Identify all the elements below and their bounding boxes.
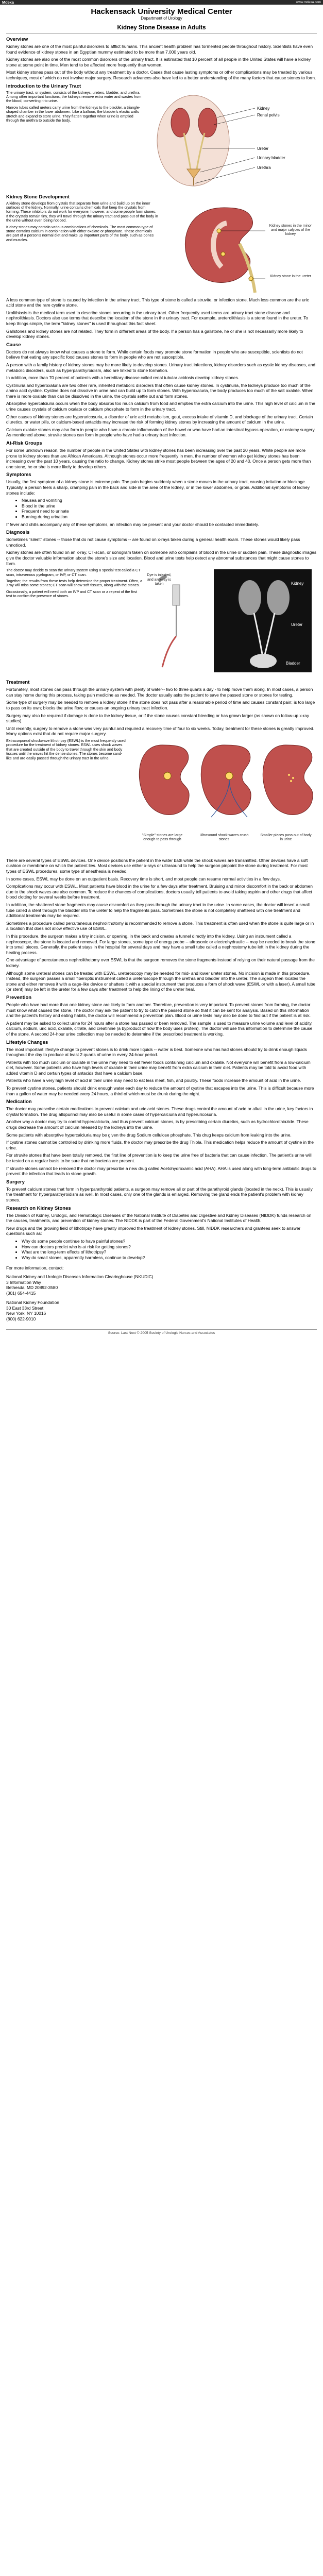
paragraph: Kidney stones are often found on an x-ray, CT-scan, or sonogram taken on someone who complains of blood in the urine or sudden pain. These diagnostic images give the doctor valuable information about the stone's size and location. Blood and urine tests help detect any abnormal substances that might cause stones to form. — [6, 550, 317, 566]
paragraph: A less common type of stone is caused by infection in the urinary tract. This type of stone is called a struvite, or infection stone. Much less common are the uric acid stone and the rare cystine stone. — [6, 297, 309, 308]
diagnosis-heading: Diagnosis — [6, 530, 30, 536]
research-question-list — [6, 1239, 317, 1260]
paragraph: Some type of surgery may be needed to remove a kidney stone if the stone does not pass after a reasonable period of time and causes constant pain; is too large to pass on its own; blocks the urine flow; or causes an ongoing urinary tract infection. — [6, 700, 315, 710]
kidney-stone-figure — [162, 202, 317, 295]
paragraph: Usually, the first symptom of a kidney stone is extreme pain. The pain begins suddenly when a stone moves in the urinary tract, causing irritation or blockage. Typically, a person feels a sharp, cramping pain in the back and side in the area of the kidney, or in the lower abdomen, or groin. Additional symptoms of kidney stones include: — [6, 479, 310, 496]
symptom-list — [6, 498, 317, 519]
paragraph: A kidney stone develops from crystals that separate from urine and build up on the inner surfaces of the kidney. Normally, urine contains chemicals that keep the crystals from forming. These inhibitors do not work for everyone, however, and some people form stones. If the crystals remain tiny, they will travel through the urinary tract and pass out of the body in the urine without even being noticed. — [6, 200, 158, 223]
paragraph: Occasionally, a patient will need both an IVP and CT scan or a repeat of the first test to confirm the presence of stones. — [6, 589, 138, 599]
kidney-cross-section-diagram — [162, 202, 317, 295]
list-item: • How can doctors predict who is at risk for getting stones? — [22, 1244, 317, 1250]
medication-heading: Medication — [6, 1099, 32, 1105]
paragraph: Absorptive hypercalciuria occurs when the body absorbs too much calcium from food and empties the extra calcium into the urine. This high level of calcium in the urine causes crystals of calcium oxalate or calcium phosphate to form in the urinary tract. — [6, 401, 315, 412]
paragraph: Narrow tubes called ureters carry urine from the kidneys to the bladder, a triangle-shaped chamber in the lower abdomen. Like a balloon, the bladder's elastic walls stretch and expand to store urine. They flatten together when urine is emptied through the urethra to outside the body. — [6, 105, 141, 123]
lifestyle-heading: Lifestyle Changes — [6, 1039, 48, 1045]
contact-line: 3 Information Way — [6, 1279, 41, 1285]
paragraph: If struvite stones cannot be removed the doctor may prescribe a new drug called Acetohydroxamic acid (AHA). AHA is used along with long-term antibiotic drugs to prevent the infection that leads to stone growth. — [6, 1165, 316, 1177]
list-item: • Why do small stones, apparently harmless, continue to develop? — [22, 1255, 317, 1261]
paragraph: Kidney stones may contain various combinations of chemicals. The most common type of stone contains calcium in combination with either oxalate or phosphate. These chemicals are part of a person's normal diet and make up important parts of the body, such as bones and muscles. — [6, 224, 154, 242]
paragraph: Surgery may also be required if damage is done to the kidney tissue, or if the stone causes constant bleeding or has grown larger (as shown on follow-up x-ray studies). — [6, 713, 309, 724]
paragraph: Together, the results from these tests help determine the proper treatment. Often, a Xray will miss some stones; CT scan will show soft tissues, along with the stones. — [6, 578, 143, 588]
paragraph: Sometimes a procedure called percutaneous nephrolithotomy is recommended to remove a stone. This treatment is often used when the stone is quite large or in a location that does not allow effective use of ESWL. — [6, 920, 314, 931]
list-item: • Blood in the urine — [22, 503, 317, 509]
symptoms-heading: Symptoms — [6, 472, 31, 478]
label-urinary-bladder: Urinary bladder — [257, 155, 285, 160]
right-kidney-shape — [198, 108, 217, 137]
paragraph: If fever and chills accompany any of these symptoms, an infection may be present and your doctor should be contacted immediately. — [6, 521, 259, 527]
paragraph: Urolithiasis is the medical term used to describe stones occurring in the urinary tract. Other frequently used terms are urinary tract stone disease and nephrolithiasis. Doctors also use terms that describe the location of the stone in the urinary tract. For example, ureterolithiasis is a stone found in the ureter. To keep things simple, the term "kidney stones" is used throughout this fact sheet. — [6, 310, 308, 326]
paragraph: In addition, the shattered stone fragments may cause discomfort as they pass through the urinary tract in the urine. In some cases, the doctor will insert a small tube called a stent through the bladder into the ureter to help the fragments pass. Sometimes the stone is not completely shattered with one treatment and additional treatments may be required. — [6, 902, 310, 919]
contact-intro: For more information, contact: — [6, 1265, 64, 1271]
brand-logo[interactable]: Mdexa — [2, 0, 14, 5]
paragraph: Patients with too much calcium or oxalate in the urine may need to eat fewer foods containing calcium and oxalate. Not everyone will benefit from a low-calcium diet, however. Some patients who have high levels of oxalate in their urine may benefit from extra calcium in their diet. Patients may be told to avoid food with added vitamin D and certain types of antacids that have a calcium base. — [6, 1059, 311, 1076]
paragraph: Fortunately, most stones can pass through the urinary system with plenty of water-- two to three quarts a day - to help move them along. In most cases, a person can stay home during this process, taking pain medicine as needed. The doctor usually asks the patient to save the passed stone or stones for testing. — [6, 687, 313, 698]
stone-marker — [217, 229, 221, 233]
contact-line: New York, NY 10016 — [6, 1311, 46, 1316]
paragraph: Patients who have a very high level of acid in their urine may need to eat less meat, fish, and poultry. These foods increase the amount of acid in the urine. — [6, 1078, 301, 1083]
xray-label-ureter: Ureter — [291, 622, 303, 628]
paragraph: Most kidney stones pass out of the body without any treatment by a doctor. Cases that cause lasting symptoms or other complications may be treated by various techniques, most of which do not involve major surgery. Research advances also have led to a better understanding of the many factors that cause stones to form. — [6, 70, 316, 80]
paragraph: The doctor may decide to scan the urinary system using a special test called a CT scan, intravenous pyelogram, or IVP, or CT scan. — [6, 568, 141, 577]
xray-image — [214, 569, 312, 672]
stone-development-heading: Kidney Stone Development — [6, 194, 70, 200]
paragraph: Kidney stones are also one of the most common disorders of the urinary tract. It is estimated that 10 percent of all people in the United States will have a kidney stone at some point in time. Men tend to be affected more frequently than women. — [6, 57, 311, 67]
prevention-heading: Prevention — [6, 994, 32, 1001]
figure-caption-ureter: Kidney stone in the ureter — [270, 274, 311, 278]
paragraph: If cystine stones cannot be controlled by drinking more fluids, the doctor may prescribe the drug Thiola. This medication helps reduce the amount of cystine in the urine. — [6, 1140, 314, 1150]
paragraph: The most important lifestyle change to prevent stones is to drink more liquids -- water is best. Someone who has had stones should try to drink enough liquids throughout the day to produce at least 2 quarts of urine in every 24-hour period. — [6, 1046, 307, 1058]
contact-line: National Kidney and Urologic Diseases Information Clearinghouse (NKUDIC) — [6, 1274, 154, 1279]
stone-marker — [221, 252, 225, 256]
page-footer: Source: Last Next © 2005 Society of Urologic Nurses and Associates — [6, 1329, 317, 1335]
paragraph: For struvite stones that have been totally removed, the first line of prevention is to keep the urine free of bacteria that can cause infection. The patient's urine will be tested on a regular basis to be sure that no bacteria are present. — [6, 1153, 312, 1163]
xray-label-kidney: Kidney — [291, 581, 304, 586]
ivp-illustration — [147, 569, 209, 672]
contact-line: Bethesda, MD 20892-3580 — [6, 1285, 58, 1291]
paragraph: In addition, more than 70 percent of patients with a hereditary disease called renal tubular acidosis develop kidney stones. — [6, 375, 240, 381]
label-renal-pelvis: Renal pelvis — [257, 112, 280, 117]
urinary-tract-diagram — [147, 92, 317, 190]
paragraph: Another way a doctor may try to control hypercalciuria, and thus prevent calcium stones, is by prescribing certain diuretics, such as hydrochlorothiazide. These drugs decrease the amount of calcium released by the kidneys into the urine. — [6, 1119, 309, 1130]
list-item: • Burning during urination — [22, 514, 317, 520]
left-kidney-shape — [171, 108, 190, 137]
list-item: • Why do some people continue to have painful stones? — [22, 1239, 317, 1244]
paragraph: Sometimes "silent" stones -- those that do not cause symptoms -- are found on x-rays taken during a general health exam. These stones would likely pass unnoticed. — [6, 537, 300, 548]
paragraph: Doctors do not always know what causes a stone to form. While certain foods may promote stone formation in people who are susceptible, scientists do not believe that eating any specific food causes stones to form in people who are not susceptible. — [6, 349, 303, 360]
page-title: Kidney Stone Disease in Adults — [117, 25, 206, 31]
paragraph: For some unknown reason, the number of people in the United States with kidney stones has been increasing over the past 20 years. White people are more prone to kidney stones than are African Americans. Although stones occur more frequently in men, the number of women who get kidney stones has been increasing over the past 10 years, causing the ratio to change. Kidney stones strike most people between the ages of 20 and 40. Once a person gets more than one stone, he or she is more likely to develop others. — [6, 448, 311, 469]
eswl-diagram — [131, 740, 317, 833]
site-url[interactable]: www.mdexa.com — [296, 1, 321, 4]
paragraph: Extracorporeal shockwave lithotripsy (ESWL) is the most frequently used procedure for the treatment of kidney stones. ESWL uses shock waves that are created outside of the body to travel through the skin and body tissues until the waves hit the dense stones. The stones become sand-like and are easily passed through the urinary tract in the urine. — [6, 738, 126, 760]
paragraph: People who have had more than one kidney stone are likely to form another. Therefore, prevention is very important. To prevent stones from forming, the doctor must know what caused the stone. The doctor may ask the patient to try to catch the passed stone so that it can be sent for analysis. Based on this information and the patient's history and eating habits, the doctor will recommend a prevention plan. Blood or urine tests may also be done to find out if the patient is at risk. — [6, 1002, 311, 1019]
label-kidney: Kidney — [257, 106, 270, 111]
paragraph: The doctor may prescribe certain medications to prevent calcium and uric acid stones. These drugs control the amount of acid or alkali in the urine, key factors in crystal formation. The drug allopurinol may also be useful in some cases of hypercalciuria and hyperuricosuria. — [6, 1106, 313, 1117]
xray-label-bladder: Bladder — [286, 661, 300, 666]
paragraph: To prevent cystine stones, patients should drink enough water each day to reduce the amount of cystine that escapes into the urine. This is difficult because more than a gallon of water may be needed every 24 hours, a third of which must be drunk during the night. — [6, 1086, 314, 1096]
contact-spacer — [6, 1296, 317, 1300]
paragraph: Some patients with absorptive hypercalciuria may be given the drug Sodium cellulose phosphate. This drug keeps calcium from leaking into the urine. — [6, 1132, 292, 1138]
label-ureter: Ureter — [257, 146, 269, 151]
cause-heading: Cause — [6, 342, 21, 348]
list-item: • Frequent need to urinate — [22, 509, 317, 514]
figure-caption-calyces: Kidney stones in the minor and major calyces of the kidney — [269, 224, 312, 236]
paragraph: To prevent calcium stones that form in hyperparathyroid patients, a surgeon may remove all or part of the parathyroid glands (located in the neck). This is usually the treatment for hyperparathyroidism as well. In most cases, only one of the glands is enlarged. Removing the gland ends the patient's problem with kidney stones. — [6, 1186, 313, 1202]
contact-line: (301) 654-4415 — [6, 1290, 36, 1296]
paragraph: Until recently, surgery to remove a stone was very painful and required a recovery time of four to six weeks. Today, treatment for these stones is greatly improved. Many options exist that do not require major surgery. — [6, 725, 315, 737]
contact-line: National Kidney Foundation — [6, 1300, 59, 1306]
paragraph: Although some ureteral stones can be treated with ESWL, ureteroscopy may be needed for mid- and lower ureter stones. No incision is made in this procedure. Instead, the surgeon passes a small fiberoptic instrument called a ureteroscope through the urethra and bladder into the ureter. The surgeon then locates the stone and either removes it with a cage-like device or shatters it with a special instrument that produces a form of shock wave (ESWL or with a laser). A small tube (or stent) may be left in the ureter for a few days after treatment to help the lining of the ureter heal. — [6, 970, 316, 992]
university-name: Hackensack University Medical Center — [91, 7, 232, 16]
treatment-heading: Treatment — [6, 680, 30, 686]
eswl-caption-2: Ultrasound shock waves crush stones — [199, 833, 249, 842]
document — [6, 7, 317, 1335]
paragraph: Other causes of kidney stones are hyperuricosuria, a disorder of uric acid metabolism, gout, excess intake of vitamin D, and blockage of the urinary tract. Certain diuretics, or water pills, or calcium-based antacids may increase the risk of forming kidney stones by increasing the amount of calcium in the urine. — [6, 414, 313, 425]
eswl-figure — [131, 740, 317, 856]
stone-marker — [249, 277, 253, 281]
department-name: Department of Urology — [141, 16, 182, 21]
ivp-caption: Dye is injected, and an x-ray is taken — [147, 573, 172, 586]
paragraph: Gallstones and kidney stones are not related. They form in different areas of the body. If a person has a gallstone, he or she is not necessarily more likely to develop kidney stones. — [6, 328, 303, 340]
paragraph: New drugs and the growing field of lithotripsy have greatly improved the treatment of kidney stones. Still, NIDDK researchers and grantees seek to answer questions such as: — [6, 1225, 301, 1236]
paragraph: In some cases, ESWL may be done on an outpatient basis. Recovery time is short, and most people can resume normal activities in a few days. — [6, 876, 281, 882]
contact-block — [6, 1265, 317, 1321]
eswl-caption-1: "Simple" stones are large enough to pass through — [142, 833, 183, 842]
paragraph: Calcium oxalate stones may also form in people who have a chronic inflammation of the bowel or who have had an intestinal bypass operation, or ostomy surgery. As mentioned above, struvite stones can form in people who have had a urinary tract infection. — [6, 427, 316, 438]
paragraph: In this procedure, the surgeon makes a tiny incision, or opening, in the back and creates a tunnel directly into the kidney. Using an instrument called a nephroscope, the stone is located and removed. For large stones, some type of energy probe -- ultrasonic or electrohydraulic -- may be needed to break the stone into small pieces. Generally, the patient stays in the hospital for several days and may have a small tube called a nephrostomy tube left in the kidney during the healing process. — [6, 934, 316, 955]
header — [6, 7, 317, 31]
header-divider — [6, 33, 317, 34]
paragraph: Kidney stones are one of the most painful disorders to afflict humans. This ancient health problem has tormented people throughout history. Scientists have even found evidence of kidney stones in an Egyptian mummy estimated to be more than 7,000 years old. — [6, 44, 313, 55]
list-item: • What are the long-term effects of lithotripsy? — [22, 1249, 317, 1255]
list-item: • Nausea and vomiting — [22, 498, 317, 503]
eswl-caption-3: Smaller pieces pass out of body in urine — [260, 833, 312, 842]
surgery-heading: Surgery — [6, 1179, 25, 1185]
paragraph: One advantage of percutaneous nephrolithotomy over ESWL is that the surgeon removes the stone fragments instead of relying on their natural passage from the kidney. — [6, 957, 315, 968]
paragraph: The urinary tract, or system, consists of the kidneys, ureters, bladder, and urethra. Among other important functions, the kidneys remove extra water and wastes from the blood, converting it to urine. — [6, 90, 142, 104]
paragraph: There are several types of ESWL devices. One device positions the patient in the water bath while the shock waves are transmitted. Other devices have a soft cushion or membrane on which the patient lies. Most devices use either x-rays or ultrasound to help the surgeon pinpoint the stone during treatment. For most types of ESWL procedures, some type of anesthesia is needed. — [6, 857, 308, 874]
label-urethra: Urethra — [257, 165, 271, 170]
contact-line: 30 East 33rd Street — [6, 1305, 44, 1311]
paragraph: The Division of Kidney, Urologic, and Hematologic Diseases of the National Institute of Diabetes and Digestive and Kidney Diseases (NIDDK) funds research on the causes, treatments, and prevention of kidney stones. The NIDDK is part of the Federal Government's National Institutes of Health. — [6, 1212, 312, 1224]
paragraph: A person with a family history of kidney stones may be more likely to develop stones. Urinary tract infections, kidney disorders such as cystic kidney diseases, and metabolic disorders, such as hyperparathyroidism, also are linked to stone formation. — [6, 362, 316, 373]
at-risk-heading: At-Risk Groups — [6, 440, 42, 447]
paragraph: Cystinuria and hyperoxaluria are two other rare, inherited metabolic disorders that often cause kidney stones. In cystinuria, the kidneys produce too much of the amino acid cystine. Cystine does not dissolve in urine and can build up to form stones. With hyperoxaluria, the body produces too much of the salt oxalate. When there is more oxalate than can be dissolved in the urine, the crystals settle out and form stones. — [6, 382, 314, 399]
research-heading: Research on Kidney Stones — [6, 1205, 71, 1211]
overview-heading: Overview — [6, 37, 28, 42]
urinary-tract-figure — [147, 92, 317, 190]
contact-line: (800) 622-9010 — [6, 1316, 36, 1322]
urinary-tract-heading: Introduction to the Urinary Tract — [6, 83, 81, 89]
paragraph: A patient may be asked to collect urine for 24 hours after a stone has passed or been removed. The sample is used to measure urine volume and level of acidity, calcium, sodium, uric acid, oxalate, citrate, and creatinine (a byproduct of how the body uses protein). The doctor will use this information to determine the cause of the stone. A second 24-hour urine collection may be needed to determine if the prescribed treatment is working. — [6, 1020, 313, 1037]
paragraph: Complications may occur with ESWL. Most patients have blood in the urine for a few days after treatment. Bruising and minor discomfort in the back or abdomen due to the shock waves are also common. To reduce the chances of complications, doctors usually tell patients to avoid taking aspirin and other drugs that affect blood clotting for several weeks before treatment. — [6, 884, 313, 900]
top-bar — [0, 0, 323, 5]
ivp-figure — [147, 569, 317, 675]
